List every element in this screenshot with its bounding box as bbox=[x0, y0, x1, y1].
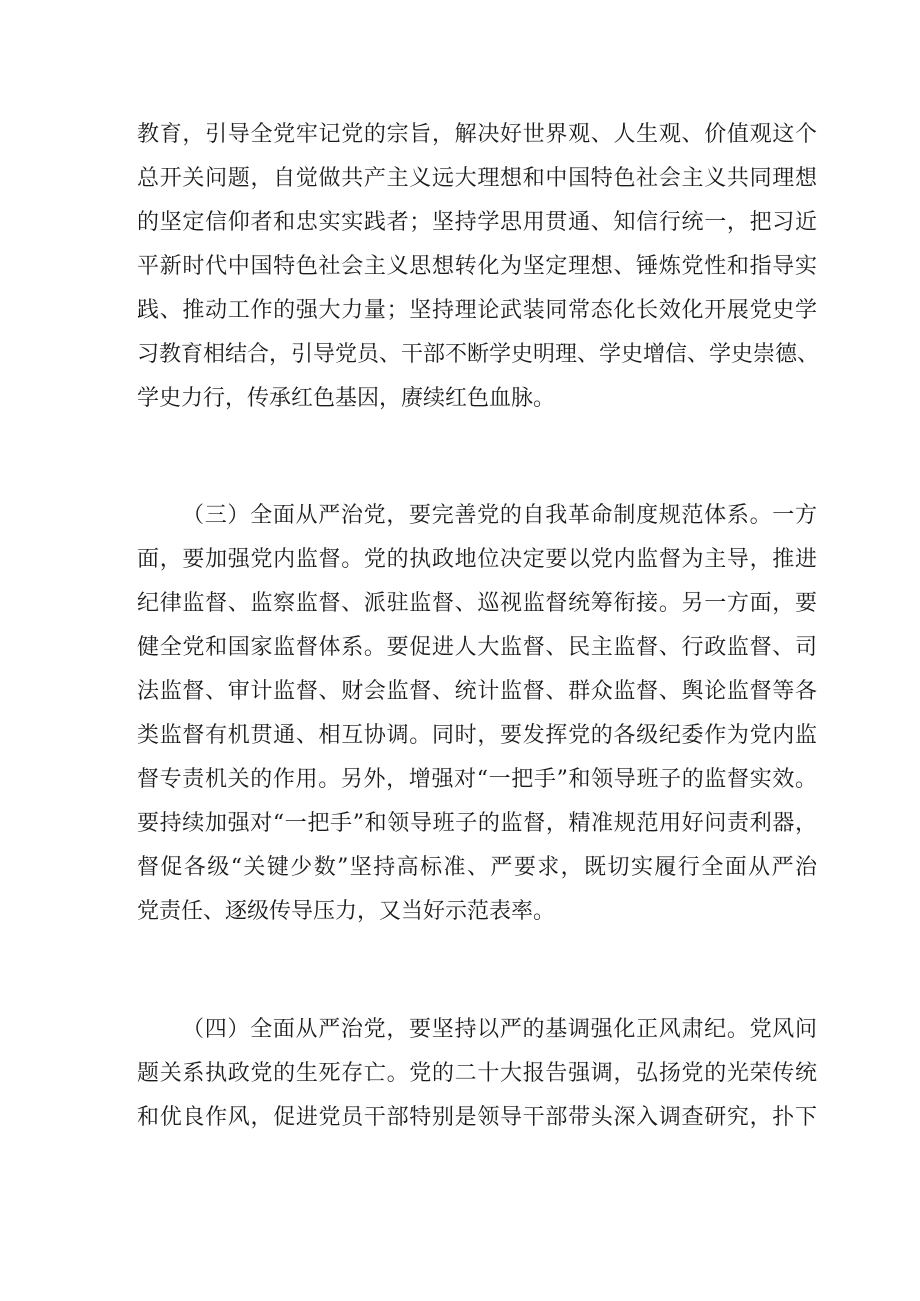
text-line: 和优良作风，促进党员干部特别是领导干部带头深入调查研究，扑下 bbox=[137, 1105, 817, 1130]
text-line: 的坚定信仰者和忠实实践者；坚持学思用贯通、知信行统一，把习近 bbox=[137, 210, 817, 235]
text-line: 党责任、逐级传导压力，又当好示范表率。 bbox=[137, 899, 556, 924]
text-line: 学史力行，传承红色基因，赓续红色血脉。 bbox=[137, 386, 556, 411]
text-line: 要持续加强对“一把手”和领导班子的监督，精准规范用好问责利器， bbox=[137, 811, 817, 836]
text-line: 法监督、审计监督、财会监督、统计监督、群众监督、舆论监督等各 bbox=[137, 679, 817, 704]
text-line: 平新时代中国特色社会主义思想转化为坚定理想、锤炼党性和指导实 bbox=[137, 254, 817, 279]
text-line: 督促各级“关键少数”坚持高标准、严要求，既切实履行全面从严治 bbox=[137, 855, 817, 880]
text-line: 类监督有机贯通、相互协调。同时，要发挥党的各级纪委作为党内监 bbox=[137, 723, 817, 748]
text-line: 习教育相结合，引导党员、干部不断学史明理、学史增信、学史崇德、 bbox=[137, 342, 820, 367]
text-line: 督专责机关的作用。另外，增强对“一把手”和领导班子的监督实效。 bbox=[137, 767, 817, 792]
text-line: 践、推动工作的强大力量；坚持理论武装同常态化长效化开展党史学 bbox=[137, 298, 817, 323]
text-line: 教育，引导全党牢记党的宗旨，解决好世界观、人生观、价值观这个 bbox=[137, 122, 817, 147]
text-line: （四）全面从严治党，要坚持以严的基调强化正风肃纪。党风问 bbox=[182, 1017, 817, 1042]
text-line: 健全党和国家监督体系。要促进人大监督、民主监督、行政监督、司 bbox=[137, 635, 817, 660]
text-line: 总开关问题，自觉做共产主义远大理想和中国特色社会主义共同理想 bbox=[137, 166, 817, 191]
text-line: 纪律监督、监察监督、派驻监督、巡视监督统筹衔接。另一方面，要 bbox=[137, 591, 817, 616]
text-line: （三）全面从严治党，要完善党的自我革命制度规范体系。一方 bbox=[182, 503, 817, 528]
text-line: 题关系执政党的生死存亡。党的二十大报告强调，弘扬党的光荣传统 bbox=[137, 1061, 817, 1086]
text-line: 面，要加强党内监督。党的执政地位决定要以党内监督为主导，推进 bbox=[137, 547, 817, 572]
